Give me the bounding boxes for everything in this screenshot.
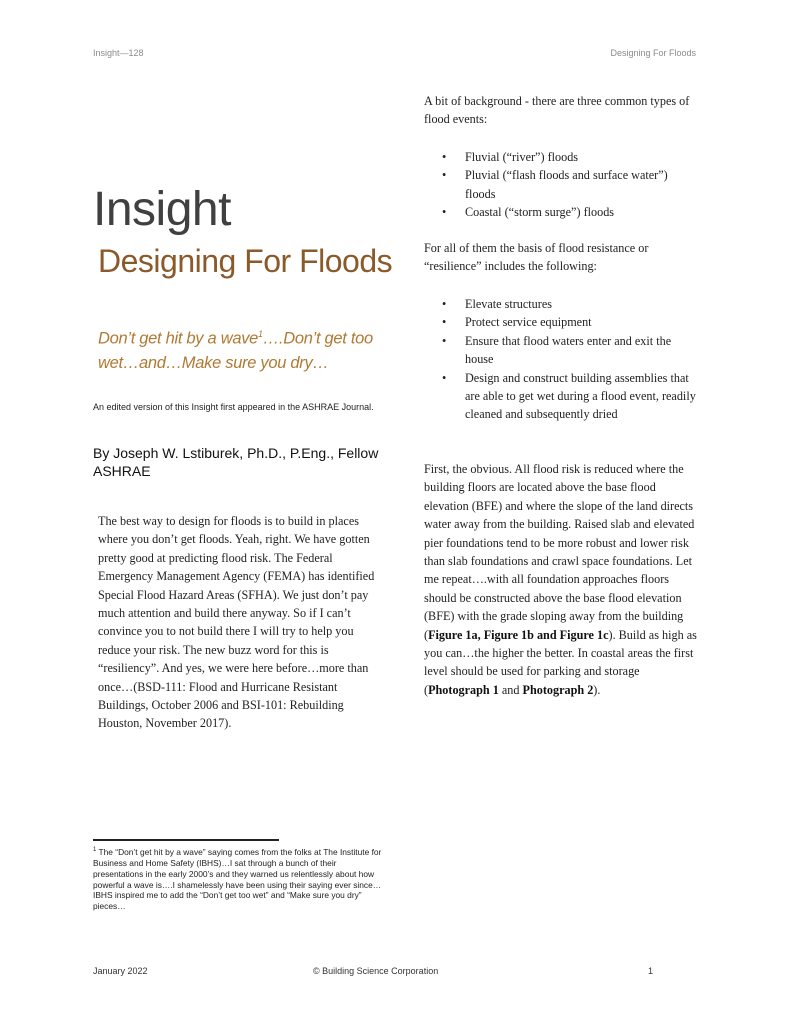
figure-reference: Figure 1a, Figure 1b and Figure 1c	[428, 627, 609, 642]
subtitle	[98, 322, 398, 375]
paragraph-text: First, the obvious. All flood risk is reduced where the building floors are located above the base flood elevation (BFE) and where the slope of the land directs water away from the building. Raised slab and elevated pier foundations tend to be more robust and lower risk than slab foundations and crawl space foundations. Let me repeat….with all foundation approaches floors should be constructed above the base flood elevation (BFE) with the grade sloping away from the building (	[424, 462, 695, 642]
page-number: 1	[648, 966, 654, 976]
list-item: • Pluvial (“flash floods and surface water”) floods	[424, 166, 699, 203]
page-title: Designing For Floods	[98, 243, 393, 279]
paragraph-text: and	[498, 682, 523, 697]
footnote	[93, 845, 383, 912]
subtitle-part1: Don’t get hit by a wave	[98, 329, 259, 348]
list-item: • Protect service equipment	[424, 313, 699, 331]
photograph-reference: Photograph 1	[428, 682, 499, 697]
resilience-list	[424, 295, 699, 424]
footer-date: January 2022	[93, 966, 148, 976]
paragraph-text: ). Build as high as you can…the higher the better. In coastal areas the first level should be used for parking and storage (	[424, 627, 697, 697]
footnote-text: The “Don’t get hit by a wave” saying comes from the folks at The Institute for Business and Home Safety (IBHS)…I sat through a bunch of their presentations in the early 2000’s and they warned us relentlessly about how powerful a wave is….I shamelessly have been using their saying ever since…IBHS inspired me to add the “Don’t get too wet” and “Make sure you dry” pieces…	[93, 846, 382, 912]
footnote-ref: 1	[258, 329, 263, 339]
list-item: • Design and construct building assemblies that are able to get wet during a flood event, readily cleaned and subsequently dried	[424, 369, 699, 424]
brand-title: Insight	[93, 183, 231, 236]
flood-types-list	[424, 148, 699, 222]
footnote-number: 1	[93, 847, 97, 853]
header-right: Designing For Floods	[610, 48, 696, 58]
list-item: • Coastal (“storm surge”) floods	[424, 203, 699, 221]
list-item: • Ensure that flood waters enter and exit the house	[424, 332, 699, 369]
footer-copyright: © Building Science Corporation	[313, 966, 439, 976]
list-item: • Fluvial (“river”) floods	[424, 148, 699, 166]
edited-note: An edited version of this Insight first appeared in the ASHRAE Journal.	[93, 402, 374, 412]
intro-paragraph: The best way to design for floods is to build in places where you don’t get floods. Yeah, right. We have gotten pretty good at predicting flood risk. The Federal Emergency Management Agency (FEMA) has identified Special Flood Hazard Areas (SFHA). We just don’t pay much attention and build there anyway. So if I can’t convince you to not build there I will try to help you reduce your risk. The new buzz word for this is “resiliency”. And yes, we were here before…more than once…(BSD-111: Flood and Hurricane Resistant Buildings, October 2006 and BSI-101: Rebuilding Houston, November 2017).	[98, 514, 375, 731]
obvious-paragraph	[424, 460, 699, 699]
author-byline: By Joseph W. Lstiburek, Ph.D., P.Eng., Fellow ASHRAE	[93, 445, 379, 479]
resilience-paragraph: For all of them the basis of flood resistance or “resilience” includes the following:	[424, 241, 649, 274]
background-paragraph: A bit of background - there are three common types of flood events:	[424, 94, 690, 127]
photograph-reference: Photograph 2	[522, 682, 594, 697]
paragraph-text: ).	[593, 682, 601, 697]
list-item: • Elevate structures	[424, 295, 699, 313]
footnote-divider	[93, 839, 279, 841]
subtitle-part2: ….Don’t get too wet…and…Make sure you dry…	[98, 329, 373, 372]
header-left: Insight—128	[93, 48, 144, 58]
